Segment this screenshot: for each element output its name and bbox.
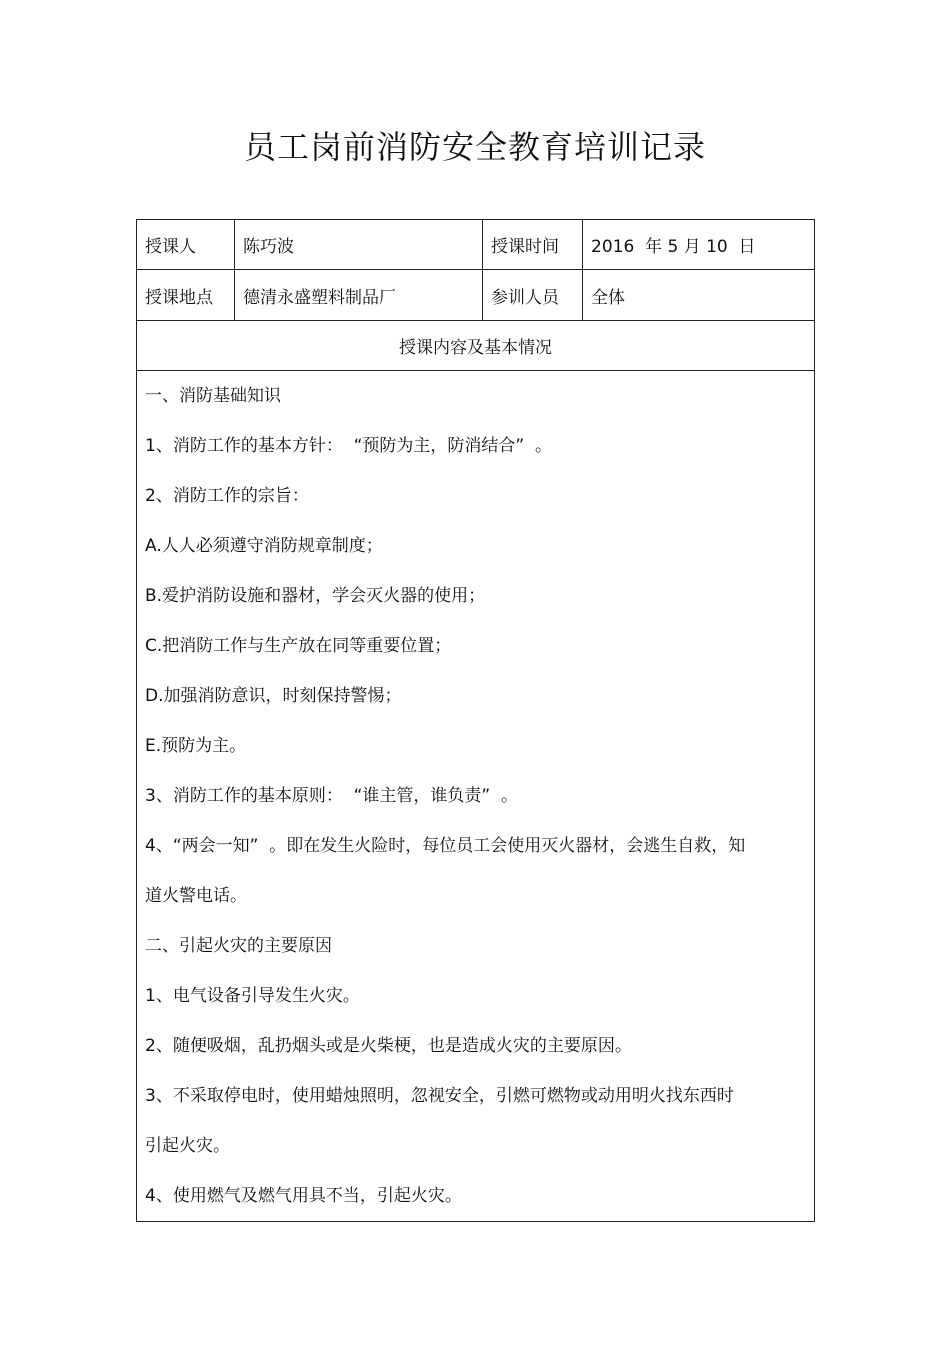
content-line: 4、使用燃气及燃气用具不当，引起火灾。 <box>145 1186 462 1206</box>
table-row-content <box>137 371 815 1222</box>
content-line: 3、不采取停电时，使用蜡烛照明，忽视安全，引燃可燃物或动用明火找东西时 <box>145 1086 734 1106</box>
content-line: 二、引起火灾的主要原因 <box>145 936 332 956</box>
instructor-label: 授课人 <box>137 220 235 270</box>
training-time-label: 授课时间 <box>483 220 583 270</box>
content-lines <box>145 371 806 1221</box>
content-line: 3、消防工作的基本原则： “谁主管，谁负责” 。 <box>145 786 519 806</box>
content-line: E.预防为主。 <box>145 736 247 756</box>
location-value: 德清永盛塑料制品厂 <box>235 270 483 321</box>
content-line: C.把消防工作与生产放在同等重要位置； <box>145 636 452 656</box>
content-line: 1、电气设备引导发生火灾。 <box>145 986 360 1006</box>
training-time-value: 2016 年 5 月 10 日 <box>583 220 815 270</box>
content-line: 2、随便吸烟，乱扔烟头或是火柴梗，也是造成火灾的主要原因。 <box>145 1036 632 1056</box>
participants-value: 全体 <box>583 270 815 321</box>
instructor-value: 陈巧波 <box>235 220 483 270</box>
content-line: D.加强消防意识，时刻保持警惕； <box>145 686 402 706</box>
content-line: 1、消防工作的基本方针： “预防为主，防消结合” 。 <box>145 436 553 456</box>
content-line: B.爱护消防设施和器材，学会灭火器的使用； <box>145 586 486 606</box>
content-cell <box>137 371 815 1222</box>
table-row-location <box>137 270 815 321</box>
training-record-table <box>136 219 815 1222</box>
content-line: 一、消防基础知识 <box>145 386 281 406</box>
section-header: 授课内容及基本情况 <box>137 321 815 371</box>
participants-label: 参训人员 <box>483 270 583 321</box>
location-label: 授课地点 <box>137 270 235 321</box>
content-line: 引起火灾。 <box>145 1136 230 1156</box>
content-line: 道火警电话。 <box>145 886 247 906</box>
content-line: A.人人必须遵守消防规章制度； <box>145 536 383 556</box>
page-title: 员工岗前消防安全教育培训记录 <box>243 128 706 166</box>
content-line: 4、“两会一知” 。即在发生火险时，每位员工会使用灭火器材，会逃生自救，知 <box>145 836 746 856</box>
content-line: 2、消防工作的宗旨： <box>145 486 309 506</box>
table-row-instructor <box>137 220 815 270</box>
table-row-section-header <box>137 321 815 371</box>
